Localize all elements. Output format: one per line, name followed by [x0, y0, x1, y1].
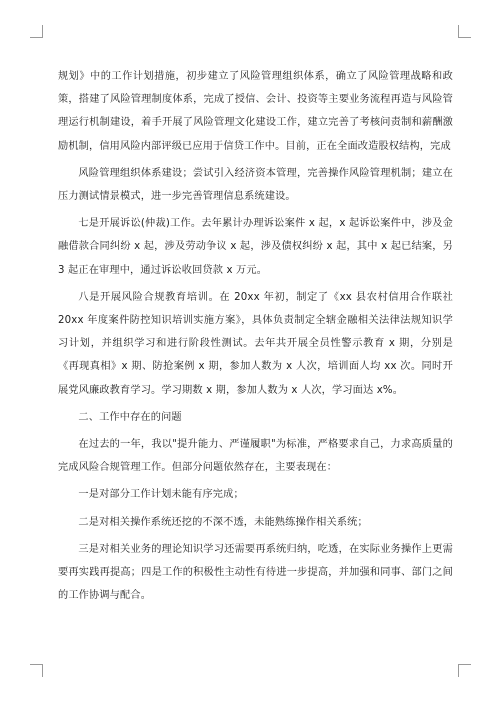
crop-mark-top-left: [30, 25, 43, 38]
paragraph-problems-intro: 在过去的一年，我以"提升能力、严谨履职"为标准，严格要求自己，力求高质量的完成风险合规管理工作。但部分问题依然存在，主要表现在：: [58, 439, 453, 474]
document-body: [58, 65, 453, 611]
paragraph-litigation: 七是开展诉讼(仲裁)工作。去年累计办理诉讼案件 x 起，x 起诉讼案件中，涉及金融借款合同纠纷 x 起，涉及劳动争议 x 起，涉及债权纠纷 x 起，其中 x 起已结案，另 3 起正在审理中，通过诉讼收回贷款 x 万元。: [58, 218, 453, 276]
paragraph-problem-1: 一是对部分工作计划未能有序完成；: [78, 489, 244, 501]
crop-mark-bottom-right: [458, 664, 471, 677]
paragraph-problem-3-4: 三是对相关业务的理论知识学习还需要再系统归纳，吃透，在实际业务操作上更需要再实践再提高；四是工作的积极性主动性有待进一步提高，并加强和同事、部门之间的工作协调与配合。: [58, 543, 453, 602]
paragraph-compliance-training: 八是开展风险合规教育培训。在 20xx 年初，制定了《xx 县农村信用合作联社 20xx 年度案件防控知识培训实施方案》，具体负责制定全辖金融相关法律法规知识学习计划，并组织学习和进行阶段性测试。去年共开展全员性警示教育 x 期，分别是《再现真相》x 期、防抢案例 x 期，参加人数为 x 人次，培训面人均 xx 次。同时开展党风廉政教育学习。学习期数 x 期，参加人数为 x 人次，学习面达 x%。: [58, 291, 453, 396]
paragraph-risk-org-system: 风险管理组织体系建设；尝试引入经济资本管理，完善操作风险管理机制；建立在压力测试情景模式，进一步完善管理信息系统建设。: [58, 167, 453, 203]
paragraph-problem-2: 二是对相关操作系统还挖的不深不透，未能熟练操作相关系统；: [78, 516, 368, 528]
crop-mark-bottom-left: [30, 664, 43, 677]
section-heading-problems: 二、工作中存在的问题: [78, 411, 182, 423]
crop-mark-top-right: [458, 25, 471, 38]
paragraph-continuation: 规划》中的工作计划措施，初步建立了风险管理组织体系，确立了风险管理战略和政策，搭建了风险管理制度体系，完成了授信、会计、投资等主要业务流程再造与风险管理运行机制建设，着手开展了风险管理文化建设工作，建立完善了考核问责制和薪酬激励机制，信用风险内部评级已应用于信贷工作中。目前，正在全面改造股权结构，完成: [58, 71, 453, 152]
